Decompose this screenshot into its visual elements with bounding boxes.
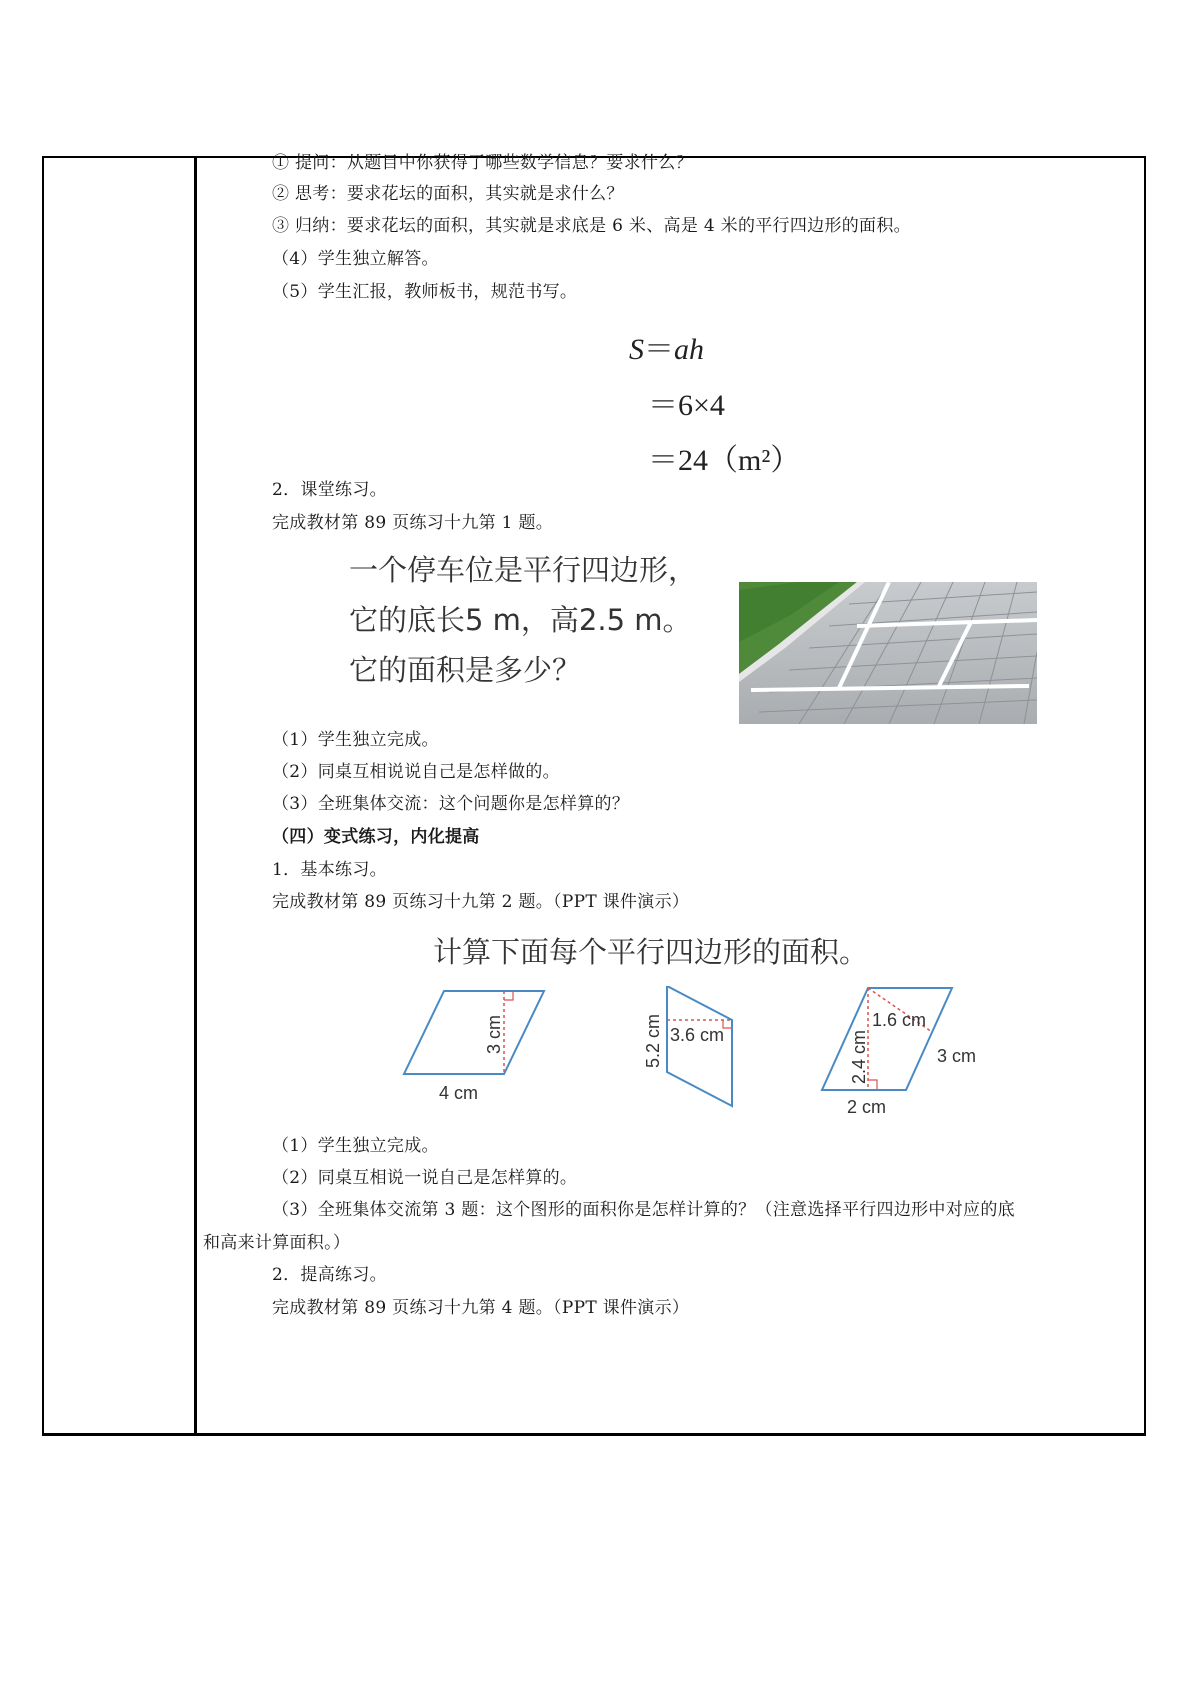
advanced-practice-heading: 2．提高练习。 (272, 1265, 387, 1285)
section-heading: （四）变式练习，内化提高 (272, 827, 480, 847)
parking-lot-image (739, 582, 1037, 724)
basic-practice-heading: 1．基本练习。 (272, 860, 387, 880)
fig3-left-label: 2.4 cm (849, 1029, 869, 1084)
lesson-content (197, 153, 1144, 1433)
problem-line-3: 它的面积是多少？ (349, 653, 582, 687)
ex-step1-line: （1）学生独立完成。 (272, 1136, 439, 1156)
fig3-base-label: 2 cm (847, 1097, 887, 1117)
formula-line-3: ＝24（m²） (648, 444, 801, 477)
problem-line-2: 它的底长5 m，高2.5 m。 (349, 603, 692, 637)
formula-s: S (629, 333, 644, 366)
parallelogram-3 (822, 988, 976, 1117)
question-line: ① 提问：从题目中你获得了哪些数学信息？要求什么？ (272, 153, 693, 173)
ex-step3-continued: 和高来计算面积。） (203, 1233, 351, 1253)
parallelogram-1 (404, 991, 544, 1103)
formula-ah: ah (674, 333, 704, 366)
thinking-line: ② 思考：要求花坛的面积，其实就是求什么？ (272, 184, 624, 204)
parallelogram-figures (397, 986, 997, 1121)
formula-eq: ＝ (644, 333, 674, 366)
formula-line-2: ＝6×4 (648, 389, 725, 422)
problem-line-1: 一个停车位是平行四边形， (349, 553, 698, 587)
step3-line: （3）全班集体交流：这个问题你是怎样算的？ (272, 794, 630, 814)
step5-line: （5）学生汇报，教师板书，规范书写。 (272, 282, 578, 302)
parallelogram-2 (643, 986, 732, 1106)
practice-task: 完成教材第 89 页练习十九第 1 题。 (272, 513, 554, 533)
practice-heading: 2．课堂练习。 (272, 480, 387, 500)
advanced-practice-task: 完成教材第 89 页练习十九第 4 题。（PPT 课件演示） (272, 1298, 690, 1318)
exercise-title: 计算下面每个平行四边形的面积。 (433, 935, 869, 969)
fig2-side-label: 5.2 cm (643, 1013, 663, 1068)
step1-line: （1）学生独立完成。 (272, 730, 439, 750)
fig1-height-label: 3 cm (484, 1014, 504, 1054)
ex-step3-line: （3）全班集体交流第 3 题：这个图形的面积你是怎样计算的？（注意选择平行四边形中对应的底 (272, 1200, 1015, 1220)
step2-line: （2）同桌互相说说自己是怎样做的。 (272, 762, 560, 782)
step4-line: （4）学生独立解答。 (272, 249, 439, 269)
formula-line-1 (629, 324, 704, 368)
fig3-right-label: 3 cm (937, 1046, 977, 1066)
fig3-top-label: 1.6 cm (872, 1010, 927, 1030)
lesson-table (42, 153, 1146, 1436)
ex-step2-line: （2）同桌互相说一说自己是怎样算的。 (272, 1168, 578, 1188)
basic-practice-task: 完成教材第 89 页练习十九第 2 题。（PPT 课件演示） (272, 892, 690, 912)
fig2-height-label: 3.6 cm (670, 1025, 725, 1045)
summary-line: ③ 归纳：要求花坛的面积，其实就是求底是 6 米、高是 4 米的平行四边形的面积。 (272, 216, 911, 236)
fig1-base-label: 4 cm (439, 1083, 479, 1103)
